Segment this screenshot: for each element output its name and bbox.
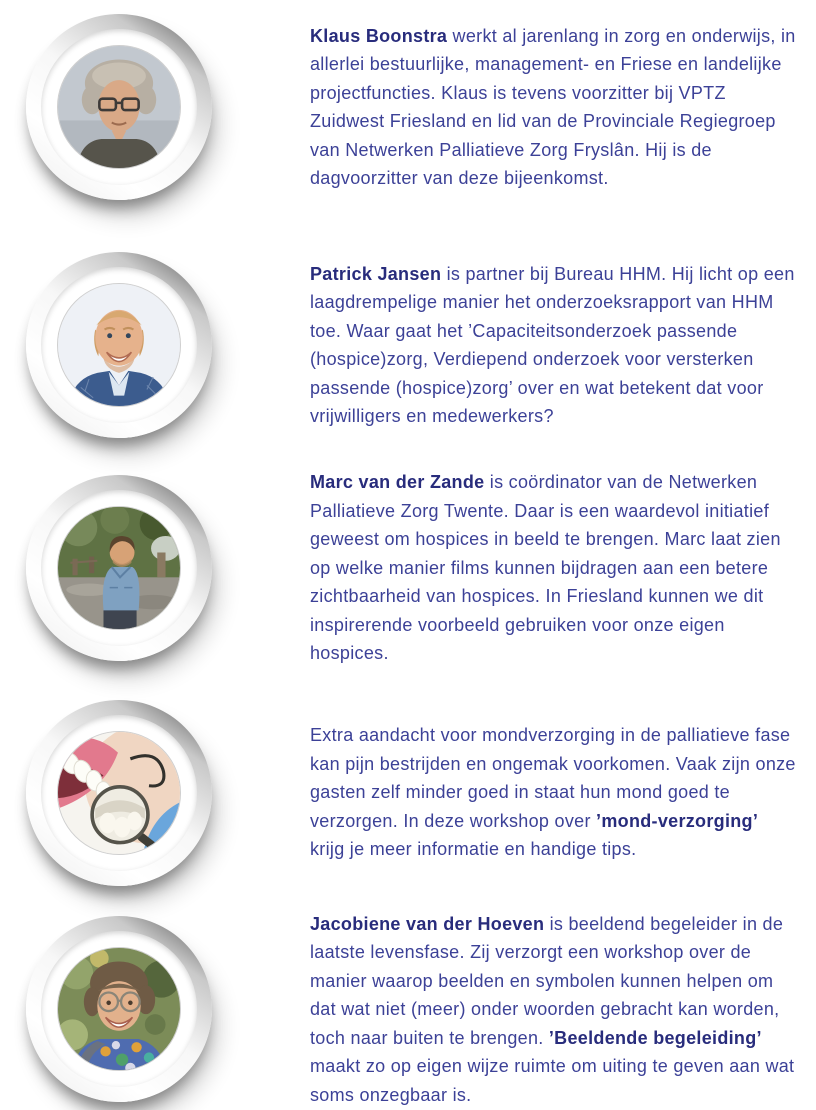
speaker-row [0, 910, 816, 1110]
photo-badge [26, 700, 212, 886]
photo-ring [41, 29, 197, 185]
mouth-care-photo [57, 731, 181, 855]
speaker-row [0, 468, 816, 668]
photo-column [26, 475, 212, 661]
workshop-title: ’mond-verzorging’ [596, 810, 759, 831]
bio-text: is beeldend begeleider in de laatste levensfase. Zij verzorgt een workshop over de manier waarop beelden en symbolen kunnen helpen om dat wat niet (meer) onder woorden gebracht kan worden, toch naar buiten te brengen. [310, 913, 784, 1048]
speaker-row [0, 252, 816, 438]
speaker-bio [310, 260, 796, 431]
jacobiene-van-der-hoeven-photo [57, 947, 181, 1071]
text-column [310, 22, 796, 193]
photo-badge [26, 252, 212, 438]
patrick-jansen-photo [57, 283, 181, 407]
photo-badge [26, 14, 212, 200]
speaker-bio [310, 22, 796, 193]
photo-column [26, 916, 212, 1102]
bio-text: werkt al jarenlang in zorg en onderwijs, in allerlei bestuurlijke, management- en Friese en landelijke projectfuncties. Klaus is tevens voorzitter bij VPTZ Zuidwest Friesland en lid van de Provinciale Regiegroep van Netwerken Palliatieve Zorg Fryslân. Hij is de dagvoorzitter van deze bijeenkomst. [310, 25, 796, 188]
photo-column [26, 700, 212, 886]
photo-badge [26, 475, 212, 661]
marc-van-der-zande-photo [57, 506, 181, 630]
photo-badge [26, 916, 212, 1102]
bio-text: Extra aandacht voor mondverzorging in de palliatieve fase kan pijn bestrijden en ongemak voorkomen. Vaak zijn onze gasten zelf minder goed in staat hun mond goed te verzorgen. In deze workshop over [310, 725, 796, 831]
text-column [310, 260, 796, 431]
photo-ring [41, 931, 197, 1087]
workshop-row [0, 700, 816, 886]
text-column [310, 721, 796, 864]
bio-text: is coördinator van de Netwerken Palliatieve Zorg Twente. Daar is een waardevol initiatief geweest om hospices in beeld te brengen. Marc laat zien op welke manier films kunnen bijdragen aan een betere zichtbaarheid van hospices. In Friesland kunnen we dit inspirerende voorbeeld gebruiken voor onze eigen hospices. [310, 472, 781, 663]
speaker-name: Marc van der Zande [310, 472, 485, 492]
photo-column [26, 252, 212, 438]
photo-ring [41, 715, 197, 871]
klaus-boonstra-photo [57, 45, 181, 169]
text-column [310, 468, 796, 668]
workshop-description [310, 721, 796, 864]
speaker-name: Jacobiene van der Hoeven [310, 913, 545, 934]
speaker-name: Patrick Jansen [310, 263, 442, 284]
bio-text: is partner bij Bureau HHM. Hij licht op een laagdrempelige manier het onderzoeksrapport van HHM toe. Waar gaat het ’Capaciteitsonderzoek passende (hospice)zorg, Verdiepend onderzoek voor versterken passende (hospice)zorg’ over en wat betekent dat voor vrijwilligers en medewerkers? [310, 263, 795, 426]
text-column [310, 910, 796, 1110]
workshop-title: ’Beeldende begeleiding’ [548, 1027, 762, 1048]
photo-ring [41, 267, 197, 423]
speaker-bio [310, 910, 796, 1110]
photo-column [26, 14, 212, 200]
speaker-row [0, 14, 816, 200]
speaker-name: Klaus Boonstra [310, 25, 448, 46]
bio-text: krijg je meer informatie en handige tips. [310, 839, 637, 860]
bio-text: maakt zo op eigen wijze ruimte om uiting te geven aan wat soms onzegbaar is. [310, 1056, 795, 1105]
speaker-bio [310, 468, 796, 668]
photo-ring [41, 490, 197, 646]
